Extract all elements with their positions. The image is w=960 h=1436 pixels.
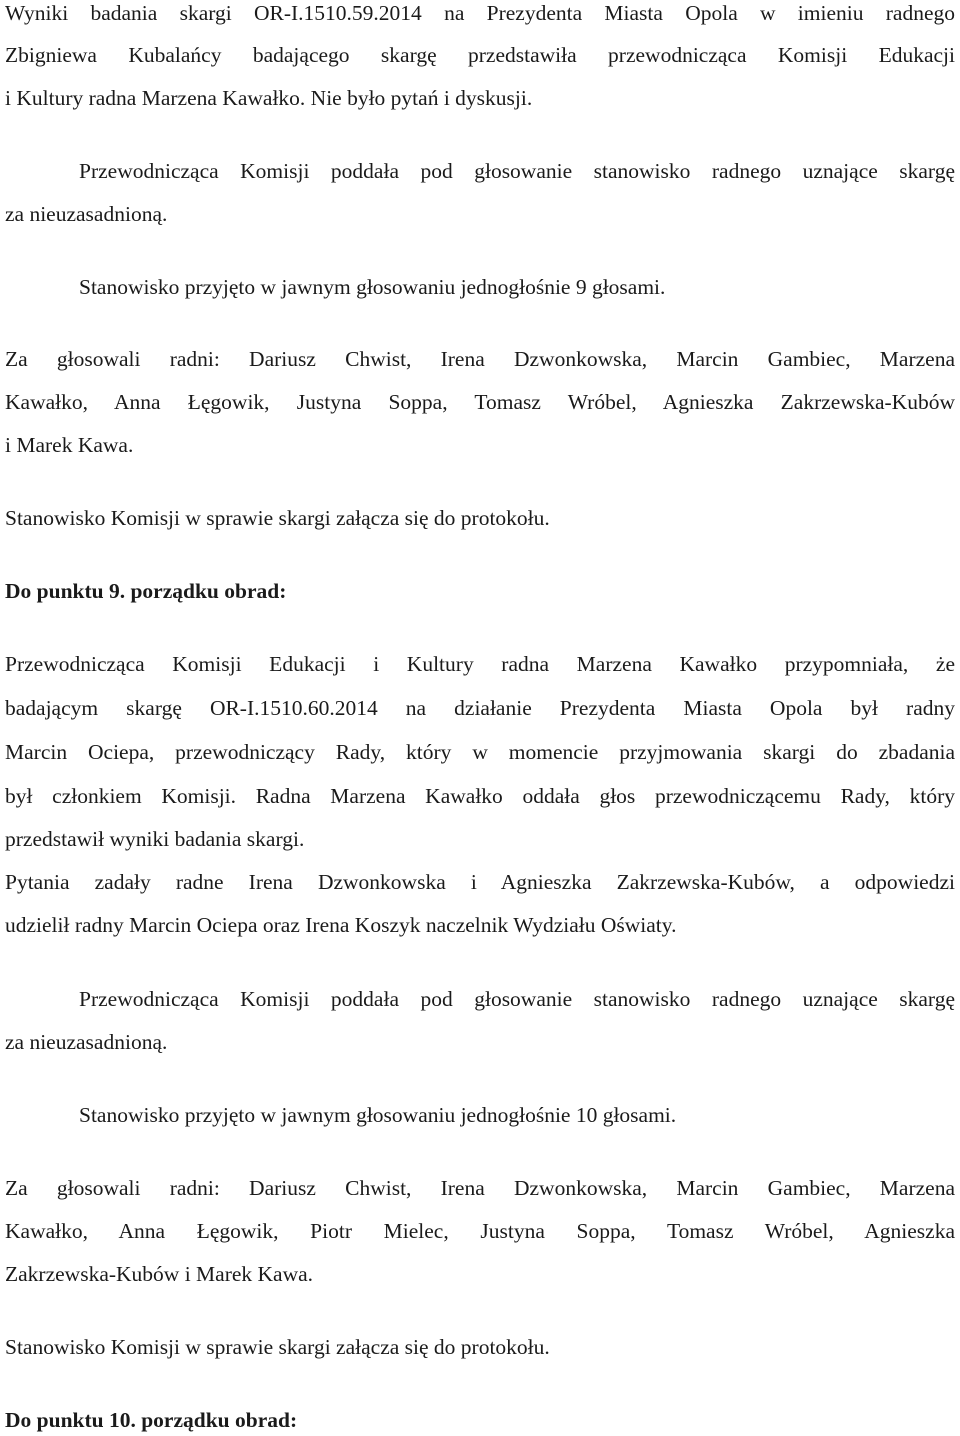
paragraph-7-line-1: Pytania zadały radne Irena Dzwonkowska i Agnieszka Zakrzewska-Kubów, a odpowiedzi [5,870,955,894]
paragraph-4-line-1: Za głosowali radni: Dariusz Chwist, Irena Dzwonkowska, Marcin Gambiec, Marzena [5,347,955,371]
paragraph-6-line-4: był członkiem Komisji. Radna Marzena Kawałko oddała głos przewodniczącemu Rady, który [5,784,955,808]
paragraph-3: Stanowisko przyjęto w jawnym głosowaniu jednogłośnie 9 głosami. [79,275,666,299]
section-heading-point-9: Do punktu 9. porządku obrad: [5,579,287,603]
paragraph-10-line-3: Zakrzewska-Kubów i Marek Kawa. [5,1262,314,1286]
paragraph-4-line-3: i Marek Kawa. [5,433,134,457]
paragraph-2-line-1: Przewodnicząca Komisji poddała pod głosowanie stanowisko radnego uznające skargę [79,159,955,183]
paragraph-4-line-2: Kawałko, Anna Łęgowik, Justyna Soppa, Tomasz Wróbel, Agnieszka Zakrzewska-Kubów [5,390,955,414]
section-heading-point-10: Do punktu 10. porządku obrad: [5,1408,298,1432]
paragraph-10-line-1: Za głosowali radni: Dariusz Chwist, Irena Dzwonkowska, Marcin Gambiec, Marzena [5,1176,955,1200]
paragraph-8-line-1: Przewodnicząca Komisji poddała pod głosowanie stanowisko radnego uznające skargę [79,987,955,1011]
paragraph-1-line-1: Wyniki badania skargi OR-I.1510.59.2014 na Prezydenta Miasta Opola w imieniu radnego [5,1,955,25]
paragraph-8-line-2: za nieuzasadnioną. [5,1030,168,1054]
paragraph-7-line-2: udzielił radny Marcin Ociepa oraz Irena Koszyk naczelnik Wydziału Oświaty. [5,913,677,937]
paragraph-10-line-2: Kawałko, Anna Łęgowik, Piotr Mielec, Justyna Soppa, Tomasz Wróbel, Agnieszka [5,1219,955,1243]
paragraph-2-line-2: za nieuzasadnioną. [5,202,168,226]
paragraph-6-line-1: Przewodnicząca Komisji Edukacji i Kultury radna Marzena Kawałko przypomniała, że [5,652,955,676]
paragraph-5: Stanowisko Komisji w sprawie skargi załącza się do protokołu. [5,506,550,530]
paragraph-1-line-3: i Kultury radna Marzena Kawałko. Nie było pytań i dyskusji. [5,86,533,110]
paragraph-11: Stanowisko Komisji w sprawie skargi załącza się do protokołu. [5,1335,550,1359]
paragraph-6-line-5: przedstawił wyniki badania skargi. [5,827,305,851]
paragraph-9: Stanowisko przyjęto w jawnym głosowaniu jednogłośnie 10 głosami. [79,1103,677,1127]
paragraph-6-line-2: badającym skargę OR-I.1510.60.2014 na działanie Prezydenta Miasta Opola był radny [5,696,955,720]
paragraph-6-line-3: Marcin Ociepa, przewodniczący Rady, który w momencie przyjmowania skargi do zbadania [5,740,955,764]
paragraph-1-line-2: Zbigniewa Kubalańcy badającego skargę przedstawiła przewodnicząca Komisji Edukacji [5,43,955,67]
